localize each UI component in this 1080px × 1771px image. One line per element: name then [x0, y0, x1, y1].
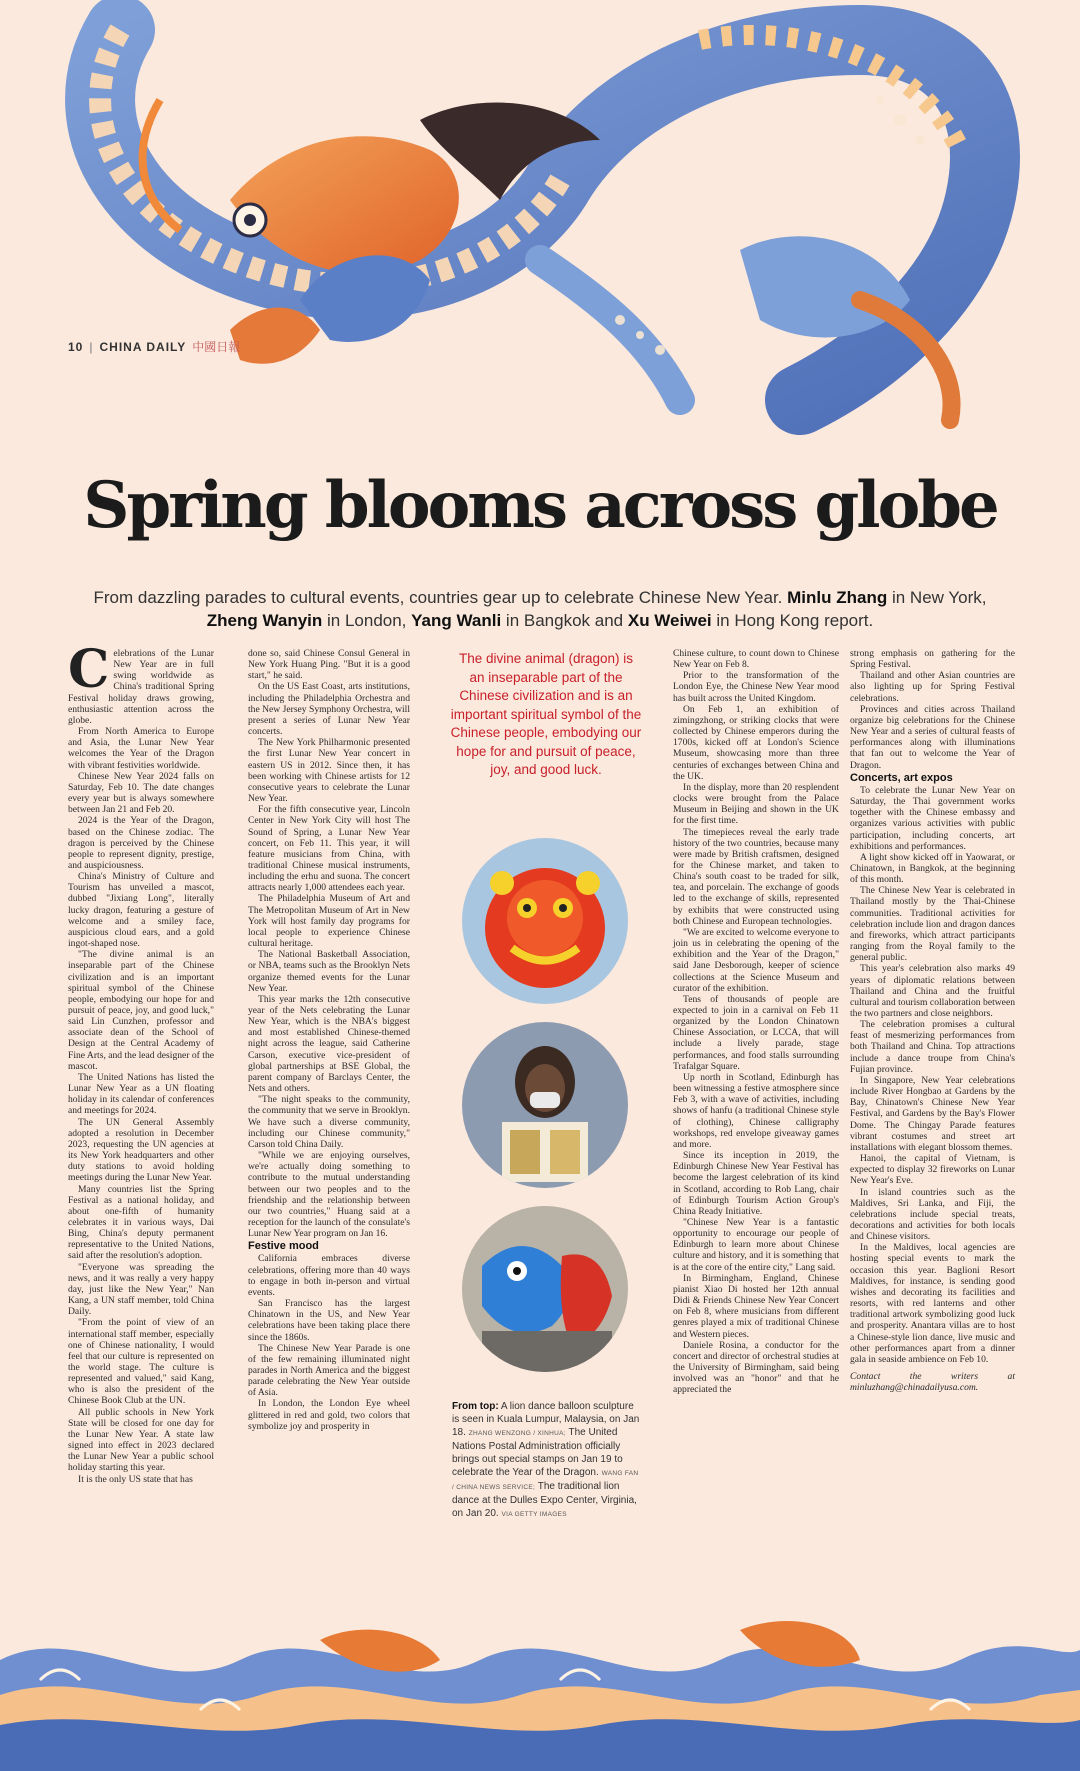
paragraph: The Philadelphia Museum of Art and The Metropolitan Museum of Art in New York will host family day programs for local people to experience Chinese cultural heritage.: [248, 893, 410, 950]
drop-cap: C: [68, 639, 110, 700]
article-column-4: [673, 648, 839, 1395]
paragraph: Chinese New Year 2024 falls on Saturday, Feb 10. The date changes every year but is always somewhere between Jan 21 and Feb 20.: [68, 770, 214, 816]
paragraph: Prior to the transformation of the London Eye, the Chinese New Year mood has built across the United Kingdom.: [673, 670, 839, 704]
paragraph: strong emphasis on gathering for the Spring Festival.: [850, 648, 1015, 671]
paragraph: A light show kicked off in Yaowarat, or Chinatown, in Bangkok, at the beginning of this month.: [850, 851, 1015, 886]
paragraph: On the US East Coast, arts institutions, including the Philadelphia Orchestra and the New Jersey Symphony Orchestra, will present a series of Lunar New Year concerts.: [248, 681, 410, 738]
byline-location-4: in Hong Kong report.: [716, 611, 874, 630]
article-column-2: [248, 648, 410, 1432]
paragraph: "The divine animal is an inseparable part of the Chinese civilization and is an important spiritual symbol of the Chinese people, embodying our hope for and pursuit of peace, joy, and good luck," said Lin Cunzhen, professor and associate dean of the School of Design at the Central Academy of Fine Arts, and the lead designer of the mascot.: [68, 949, 214, 1072]
paragraph: "The night speaks to the community, the community that we serve in Brooklyn. We have such a diverse community, including our Chinese community," Carson told China Daily.: [248, 1094, 410, 1150]
paragraph: Up north in Scotland, Edinburgh has been witnessing a festive atmosphere since Feb 3, with a wave of activities, including shows of hanfu (a traditional Chinese style of clothing), Chinese calligraphy workshops, red envelope giveaway games and more.: [673, 1071, 839, 1150]
paragraph: "Everyone was spreading the news, and it was really a very happy day, just like the New Year," Nan Kang, a UN staff member, told China Daily.: [68, 1261, 214, 1318]
paragraph: elebrations of the Lunar New Year are in full swing worldwide as China's traditional Spring Festival holiday draws growing, enthusiastic attention across the globe.: [68, 648, 214, 726]
byline-location-1: in New York,: [891, 588, 987, 607]
paragraph: To celebrate the Lunar New Year on Saturday, the Thai government works together with the Chinese embassy and organizes various activities with public participation, including concerts, art exhibitions and performances.: [850, 784, 1015, 852]
byline-location-2: in London,: [327, 611, 407, 630]
paragraph: 2024 is the Year of the Dragon, based on the Chinese zodiac. The dragon is perceived by the Chinese people to represent dignity, prestige, and auspiciousness.: [68, 815, 214, 871]
paragraph: "From the point of view of an international staff member, especially one of Chinese nationality, I would feel that our culture is represented on the world stage. The culture is represented and valued," said Kang, who is also the president of the Chinese Book Club at the UN.: [68, 1317, 214, 1407]
paragraph: Provinces and cities across Thailand organize big celebrations for the Chinese New Year and a series of cultural feasts of performances along with illuminations that fan out to welcome the Year of Dragon.: [850, 703, 1015, 771]
headline: Spring blooms across globe: [83, 468, 997, 543]
paragraph: This year marks the 12th consecutive year of the Nets celebrating the Lunar New Year, which is the NBA's biggest and most established Chinese-themed night across the league, said Catherine Carson, executive vice-president of global partnerships at BSE Global, the parent company of Barclays Center, the Nets and others.: [248, 993, 410, 1095]
byline-author-1: Minlu Zhang: [787, 588, 888, 607]
paragraph: Thailand and other Asian countries are also lighting up for Spring Festival celebrations.: [850, 670, 1015, 704]
photo-traditional-lion-dance: [462, 1206, 628, 1372]
paragraph: Chinese culture, to count down to Chinese New Year on Feb 8.: [673, 648, 839, 671]
paragraph: "Chinese New Year is a fantastic opportunity to encourage our people of Edinburgh to learn more about Chinese culture and history, and it is something that is at the core of the entire city," Lang said.: [673, 1216, 839, 1273]
paragraph: It is the only US state that has: [78, 1473, 193, 1485]
pull-quote: The divine animal (dragon) is an inseparable part of the Chinese civilization and is an important spiritual symbol of the Chinese people, embodying our hope for and pursuit of peace, joy, and good luck.: [450, 651, 642, 777]
paragraph: In island countries such as the Maldives, Sri Lanka, and Fiji, the celebrations include special treats, decorations and activities for both locals and Chinese visitors.: [850, 1186, 1015, 1243]
deck-lead: From dazzling parades to cultural events, countries gear up to celebrate Chinese New Year.: [93, 588, 783, 607]
paragraph: done so, said Chinese Consul General in New York Huang Ping. "But it is a good start," he said.: [248, 648, 410, 682]
photo-caption: [452, 1400, 640, 1521]
paragraph: "We are excited to welcome everyone to join us in celebrating the opening of the exhibition and the Year of the Dragon," said Jane Desborough, keeper of science collections at the Science Museum and curator of the exhibition.: [673, 926, 839, 994]
paragraph: "While we are enjoying ourselves, we're actually doing something to contribute to the mutual understanding between our two peoples and to the friendship and the relationship between our two countries," Huang said at a reception for the launch of the consulate's Lunar New Year program on Jan 16.: [248, 1150, 410, 1240]
paragraph: Hanoi, the capital of Vietnam, is expected to display 32 fireworks on Lunar New Year's Eve.: [850, 1153, 1015, 1187]
paragraph: The National Basketball Association, or NBA, teams such as the Brooklyn Nets organize themed events for the Lunar New Year.: [248, 949, 410, 994]
subhead-concerts-art-expos: Concerts, art expos: [850, 771, 953, 784]
byline-author-3: Yang Wanli: [411, 611, 502, 630]
paragraph: The timepieces reveal the early trade history of the two countries, because many were made by British craftsmen, designed for the Chinese market, and taken to China's south coast to be traded for silk, tea, and porcelain. The exchange of goods led to the exchange of skills, represented by exhibits that were constructed using both Chinese and European technologies.: [673, 826, 839, 927]
waves-koi-footer-illustration: [0, 1600, 1080, 1771]
caption-credit-1: ZHANG WENZONG / XINHUA;: [468, 1430, 566, 1437]
dragon-koi-illustration: [0, 0, 1080, 440]
paragraph: All public schools in New York State will be closed for one day for the Lunar New Year. A state law signed into effect in 2023 declared the Lunar New Year a public school holiday starting this year.: [68, 1406, 214, 1474]
page-number: 10: [68, 340, 84, 354]
contact-line: Contact the writers at minluzhang@chinadailyusa.com.: [850, 1371, 1015, 1394]
subhead-festive-mood: Festive mood: [248, 1240, 319, 1253]
paragraph: California embraces diverse celebrations, offering more than 40 ways to engage in both in-person and virtual events.: [248, 1253, 410, 1298]
caption-text-1: A lion dance balloon sculpture is seen in Kuala Lumpur, Malaysia, on Jan 18.: [452, 1401, 640, 1438]
paragraph: San Francisco has the largest Chinatown in the US, and New Year celebrations have been taking place there since the 1860s.: [248, 1298, 410, 1343]
byline-author-2: Zheng Wanyin: [206, 611, 323, 630]
paragraph: Since its inception in 2019, the Edinburgh Chinese New Year Festival has become the largest celebration of its kind in Scotland, according to Rob Lang, chair of Edinburgh Tourism Action Group's China Ready Initiative.: [673, 1150, 839, 1217]
paragraph: The Chinese New Year Parade is one of the few remaining illuminated night parades in North America and the biggest parade celebrating the New Year outside of Asia.: [248, 1342, 410, 1399]
byline-location-3: in Bangkok and: [505, 611, 624, 630]
page-folio: 10 | CHINA DAILY 中國日報: [68, 340, 241, 354]
paragraph: In the Maldives, local agencies are hosting special events to mark the occasion this year. Baglioni Resort Maldives, for instance, is sending good wishes and decorating its facilities and resorts, with red lanterns and other traditional artwork symbolizing good luck and prosperity. Anantara villas are to host a Chinese-style lion dance, live music and other performances apart from a dinner gala in seaside ambience on Feb 10.: [850, 1242, 1015, 1365]
paragraph: The UN General Assembly adopted a resolution in December 2023, requesting the UN agencies at its New York headquarters and other duty stations to avoid holding meetings during the Lunar New Year.: [68, 1116, 214, 1184]
paragraph: This year's celebration also marks 49 years of diplomatic relations between Thailand and China and the fruitful cultural and tourism collaboration between the two partners and close neighbors.: [850, 963, 1015, 1019]
deck: [90, 586, 990, 632]
publication-name: CHINA DAILY: [99, 340, 187, 354]
caption-text-3: The traditional lion dance at the Dulles Expo Center, Virginia, on Jan 20.: [452, 1481, 637, 1519]
paragraph: The Chinese New Year is celebrated in Thailand mostly by the Thai-Chinese communities. Traditional activities for celebration include lion and dragon dances and fireworks, which attract participants ranging from the Royal family to the general public.: [850, 885, 1015, 964]
photo-un-stamps: [462, 1022, 628, 1188]
caption-text-2: The United Nations Postal Administration officially brings out special stamps on Jan 19 to celebrate the Year of the Dragon.: [452, 1427, 623, 1478]
caption-credit-3: VIA GETTY IMAGES: [501, 1511, 567, 1518]
caption-credit-2: WANG FAN / CHINA NEWS SERVICE;: [452, 1470, 639, 1491]
paragraph: In London, the London Eye wheel glittered in red and gold, two colors that symbolize joy and prosperity in: [248, 1398, 410, 1432]
paragraph: Daniele Rosina, a conductor for the concert and director of orchestral studies at the University of Birmingham, said being involved was an "honor" and that he appreciated the: [673, 1339, 839, 1396]
paragraph: Tens of thousands of people are expected to join in a carnival on Feb 11 organized by the London Chinatown Chinese Association, or LCCA, that will include a lively parade, stage performances, and food stalls surrounding Trafalgar Square.: [673, 993, 839, 1072]
paragraph: The United Nations has listed the Lunar New Year as a UN floating holiday in its calendar of conferences and meetings for 2024.: [68, 1071, 214, 1117]
paragraph: For the fifth consecutive year, Lincoln Center in New York City will host The Sound of Spring, a Lunar New Year concert, on Feb 11. This year, it will feature musicians from China, with traditional Chinese musical instruments, including the erhu and suona. The concert attracts nearly 1,000 attendees each year.: [248, 804, 410, 894]
paragraph: On Feb 1, an exhibition of zimingzhong, or striking clocks that were collected by Chinese emperors during the 1700s, kicked off at London's Science Museum, showcasing more than three centuries of exchanges between China and the UK.: [673, 703, 839, 782]
paragraph: In Singapore, New Year celebrations include River Hongbao at Gardens by the Bay, Chinatown's Chinese New Year Festival, and Gardens by the Bay's Flower Dome. The Chingay Parade features vibrant costumes and street art installations with elegant blossom themes.: [850, 1074, 1015, 1153]
paragraph: The New York Philharmonic presented the first Lunar New Year concert in eastern US in 2012. Since then, it has been working with Chinese artists for 12 consecutive years to celebrate the Lunar New Year.: [248, 737, 410, 805]
paragraph: From North America to Europe and Asia, the Lunar New Year welcomes the Year of the Dragon with vibrant festivities worldwide.: [68, 726, 214, 771]
publication-name-cn: 中國日報: [192, 340, 241, 354]
article-column-5: [850, 648, 1015, 1393]
byline-author-4: Xu Weiwei: [627, 611, 712, 630]
photo-lion-dance-balloon: [462, 838, 628, 1004]
paragraph: China's Ministry of Culture and Tourism has unveiled a mascot, dubbed "Jixiang Long", literally lucky dragon, featuring a gesture of welcome and a smiley face, auspicious cloud ears, and a gold ingot-shaped nose.: [68, 871, 214, 950]
paragraph: In Birmingham, England, Chinese pianist Xiao Di hosted her 12th annual Didi & Friends Chinese New Year Concert on Feb 8, where musicians from different genres played a mix of traditional Chinese and Western pieces.: [673, 1272, 839, 1340]
paragraph: The celebration promises a cultural feast of mesmerizing performances from both Thailand and China. Top attractions include a dance troupe from China's Fujian province.: [850, 1019, 1015, 1075]
article-column-1: [68, 639, 214, 1485]
paragraph: In the display, more than 20 resplendent clocks were brought from the Palace Museum in Beijing and shown in the UK for the first time.: [673, 781, 839, 827]
paragraph: Many countries list the Spring Festival as a national holiday, and about one-fifth of humanity celebrates it in various ways, Dai Bing, China's deputy permanent representative to the United Nations, said after the resolution's adoption.: [68, 1183, 214, 1262]
caption-lead: From top:: [452, 1401, 499, 1412]
